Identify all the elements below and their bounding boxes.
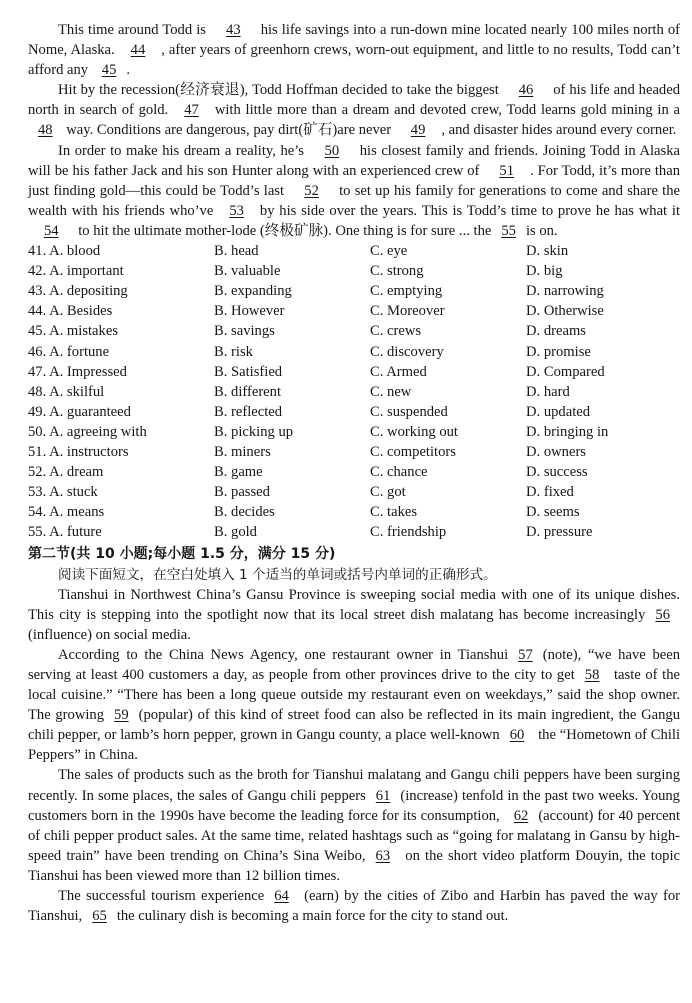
text: way. Conditions are dangerous, pay dirt(矿石)are never [62,122,395,139]
option-row-42 [28,261,680,281]
text: In order to make his dream a reality, he’s [58,142,309,159]
blank-60: 60 [509,727,525,744]
option: B. different [214,383,282,400]
blank-56: 56 [655,606,670,623]
text: (popular) of this kind of street food can also be reflected in its main ingredient, the Gangu chili pepper, or lamb’s horn pepper, grown in Gangu county, a place well-known [28,707,680,744]
option: 50. A. agreeing with [28,423,147,440]
option-row-46 [28,342,680,362]
text: . [126,62,131,79]
blank-49: 49 [410,122,426,139]
blank-64: 64 [274,888,289,905]
text: the “Hometown of Chili Peppers” in China. [28,727,680,764]
option: 46. A. fortune [28,343,110,360]
option-row-47 [28,362,680,382]
blank-45: 45 [101,62,117,79]
option: C. strong [370,263,424,280]
blank-52: 52 [304,182,319,199]
blank-62: 62 [513,807,529,824]
option-row-55 [28,522,680,542]
option: C. competitors [370,443,456,460]
text: , after years of greenhorn crews, worn-out equipment, and little to no results, Todd can’t afford any [28,42,680,79]
text: to hit the ultimate mother-lode (终极矿脉). One thing is for sure ... the [74,222,492,239]
blank-47: 47 [184,102,199,119]
option: C. emptying [370,283,443,300]
blank-53: 53 [229,202,244,219]
option: B. valuable [214,263,281,280]
option: D. pressure [526,524,593,541]
option: B. picking up [214,423,294,440]
text: of his life and headed north in search of gold. [28,82,680,119]
option-row-54 [28,502,680,522]
option: 42. A. important [28,263,124,280]
blank-65: 65 [92,908,107,925]
option: D. narrowing [526,283,604,300]
option-row-44 [28,301,680,321]
option: B. Satisfied [214,363,283,380]
text: Tianshui in Northwest China’s Gansu Province is sweeping social media with one of its unique dishes. This city is stepping into the spotlight now that its local street dish malatang has become increasingly [28,586,680,623]
option: C. Moreover [370,303,445,320]
text: with little more than a dream and devoted crew, Todd learns gold mining in a [214,102,680,119]
option: D. dreams [526,323,586,340]
option: B. expanding [214,283,292,300]
cloze-paragraph-2 [28,80,680,140]
text: (influence) on social media. [28,626,191,643]
option: C. friendship [370,524,447,541]
option: D. promise [526,343,591,360]
grammar-paragraph-4 [28,886,680,926]
text: . For Todd, it’s more than just finding gold—this could be Todd’s last [28,162,680,199]
text: (increase) tenfold in the past two weeks. Young customers born in the 1990s have become the leading force for its consumption, [28,787,680,824]
text: Hit by the recession(经济衰退), Todd Hoffman decided to take the biggest [58,82,503,99]
option: 53. A. stuck [28,484,98,501]
option: D. Compared [526,363,605,380]
text: This time around Todd is [58,22,211,38]
blank-61: 61 [375,787,391,804]
blank-43: 43 [226,22,241,38]
option-row-43 [28,281,680,301]
text: his life savings into a run-down mine located nearly 100 miles north of Nome, Alaska. [28,22,680,59]
text: The successful tourism experience [58,888,265,905]
option: C. suspended [370,403,448,420]
option-row-49 [28,402,680,422]
text: (earn) by the cities of Zibo and Harbin has paved the way for Tianshui, [28,888,680,925]
option: 51. A. instructors [28,443,129,460]
blank-63: 63 [375,847,391,864]
option-row-51 [28,442,680,462]
blank-59: 59 [114,707,129,724]
cloze-paragraph-1 [28,20,680,80]
text: taste of the local cuisine.” “There has been a long queue outside my restaurant even on weekdays,” said the shop owner. The growing [28,667,680,724]
section-instruction: 阅读下面短文，在空白处填入 1 个适当的单词或括号内单词的正确形式。 [58,566,497,583]
text: According to the China News Agency, one restaurant owner in Tianshui [58,646,509,663]
option: D. skin [526,243,569,260]
text: his closest family and friends. Joining Todd in Alaska will be his father Jack and his son Hunter along with an experienced crew of [28,142,680,179]
option: 47. A. Impressed [28,363,127,380]
option: D. Otherwise [526,303,604,320]
option: 43. A. depositing [28,283,128,300]
text: , and disaster hides around every corner. [441,122,677,139]
option: C. Armed [370,363,427,380]
option: D. hard [526,383,570,400]
text: is on. [525,222,558,239]
blank-58: 58 [584,667,600,683]
option: B. decides [214,504,275,521]
option-row-41 [28,241,680,261]
option: B. gold [214,524,257,541]
option: 44. A. Besides [28,303,113,320]
option: C. chance [370,464,428,481]
option: C. discovery [370,343,444,360]
text: by his side over the years. This is Todd’s time to prove he has what it [259,202,680,219]
option: B. head [214,243,259,260]
option: 49. A. guaranteed [28,403,131,420]
option: D. owners [526,443,586,460]
option: 48. A. skilful [28,383,105,400]
grammar-paragraph-1 [28,585,680,645]
text: (account) for 40 percent of chili pepper product sales. At the same time, related hashtags such as “going for malatang in Gansu by high-speed train” have been trending on China’s Sina Weibo, [28,807,681,864]
blank-48: 48 [38,122,53,139]
option: B. game [214,464,263,481]
option: D. updated [526,403,591,420]
blank-54: 54 [44,222,59,239]
text: the culinary dish is becoming a main force for the city to stand out. [116,908,509,925]
text: (note), “we have been serving at least 400 customers a day, as people from other provinces drive to the city to get [28,646,680,683]
text: The sales of products such as the broth for Tianshui malatang and Gangu chili peppers have been surging recently. In some places, the sales of Gangu chili peppers [28,767,680,804]
option: B. savings [214,323,275,340]
option: C. got [370,484,406,501]
option-row-48 [28,382,680,402]
blank-55: 55 [501,222,516,239]
option-row-45 [28,321,680,341]
option: C. new [370,383,412,400]
option: D. fixed [526,484,574,501]
option: C. takes [370,504,418,521]
option: 45. A. mistakes [28,323,118,340]
option: D. bringing in [526,423,609,440]
blank-44: 44 [130,42,146,59]
option: 55. A. future [28,524,102,541]
option: C. crews [370,323,422,340]
option: C. eye [370,243,408,260]
option: B. miners [214,443,271,460]
blank-51: 51 [499,162,514,179]
text: on the short video platform Douyin, the topic Tianshui has been viewed more than 12 billion times. [28,847,680,884]
grammar-paragraph-2 [28,645,680,766]
option: D. seems [526,504,580,521]
blank-46: 46 [518,82,534,99]
option: D. success [526,464,588,481]
option: B. risk [214,343,253,360]
option: D. big [526,263,563,280]
blank-50: 50 [324,142,340,159]
text: to set up his family for generations to come and share the wealth with his friends who’ve [28,182,680,219]
option: 52. A. dream [28,464,104,481]
section-heading: 第二节(共 10 小题;每小题 1.5 分，满分 15 分) [28,546,336,563]
option: 41. A. blood [28,243,101,260]
option: B. passed [214,484,270,501]
cloze-paragraph-3 [28,141,680,241]
option: 54. A. means [28,504,105,521]
option-row-50 [28,422,680,442]
grammar-paragraph-3 [28,765,680,886]
option-row-52 [28,462,680,482]
option: C. working out [370,423,458,440]
option: B. However [214,303,285,320]
option-row-53 [28,482,680,502]
option: B. reflected [214,403,283,420]
options-list [28,241,680,542]
blank-57: 57 [518,646,533,663]
